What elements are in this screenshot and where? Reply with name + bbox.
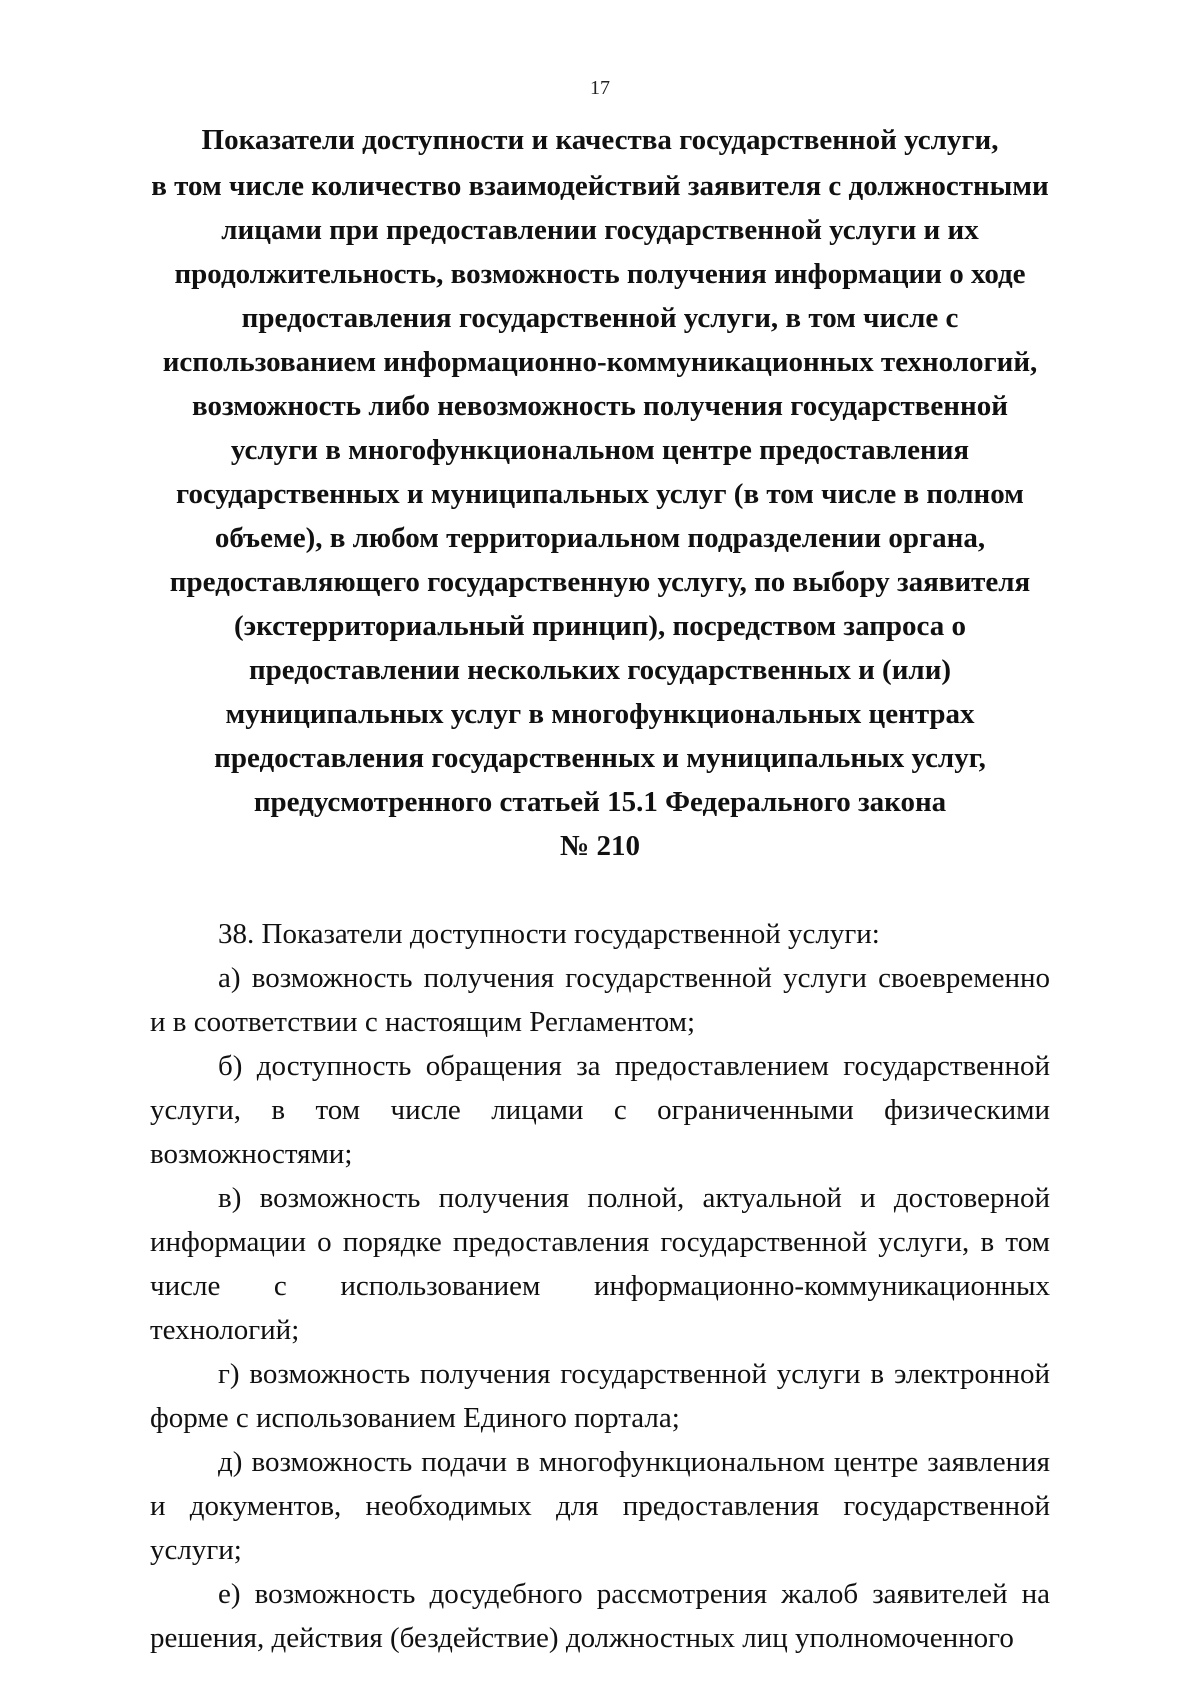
heading-line: в том числе количество взаимодействий заявителя с должностными: [151, 170, 1049, 202]
heading-line: предусмотренного статьей 15.1 Федерального закона: [253, 786, 947, 818]
paragraph-e: е) возможность досудебного рассмотрения жалоб заявителей на решения, действия (бездействие) должностных лиц уполномоченного: [150, 1578, 1050, 1654]
heading-line: возможность либо невозможность получения государственной: [192, 390, 1008, 422]
heading-line: Показатели доступности и качества государственной услуги,: [201, 124, 999, 156]
heading-line: предоставления государственных и муниципальных услуг,: [214, 742, 986, 774]
paragraph-38: 38. Показатели доступности государственной услуги:: [218, 918, 880, 950]
heading-line: муниципальных услуг в многофункциональных центрах: [225, 698, 975, 730]
heading-line: объеме), в любом территориальном подразделении органа,: [214, 522, 986, 554]
paragraph-d: д) возможность подачи в многофункциональном центре заявления и документов, необходимых для предоставления государственной услуги;: [150, 1446, 1050, 1566]
heading-line: лицами при предоставлении государственной услуги и их: [221, 214, 979, 246]
heading-line: предоставлении нескольких государственных и (или): [248, 654, 952, 686]
paragraph-v: в) возможность получения полной, актуальной и достоверной информации о порядке предоставления государственной услуги, в том числе с использованием информационно-коммуникационных технологий;: [150, 1182, 1050, 1346]
section-heading: [150, 118, 1050, 868]
paragraph-g: г) возможность получения государственной услуги в электронной форме с использованием Единого портала;: [150, 1358, 1050, 1434]
heading-line: (экстерриториальный принцип), посредством запроса о: [233, 610, 967, 642]
paragraph-a: а) возможность получения государственной услуги своевременно и в соответствии с настоящим Регламентом;: [150, 962, 1050, 1038]
body-text: [150, 912, 1050, 1660]
heading-line: продолжительность, возможность получения информации о ходе: [174, 258, 1026, 290]
heading-line: использованием информационно-коммуникационных технологий,: [162, 346, 1038, 378]
page-number: 17: [590, 77, 610, 99]
heading-line: предоставления государственной услуги, в том числе с: [241, 302, 959, 334]
paragraph-b: б) доступность обращения за предоставлением государственной услуги, в том числе лицами с ограниченными физическими возможностями;: [150, 1050, 1050, 1170]
heading-line: услуги в многофункциональном центре предоставления: [230, 434, 970, 466]
heading-line: № 210: [560, 830, 640, 862]
heading-line: предоставляющего государственную услугу, по выбору заявителя: [169, 566, 1031, 598]
heading-line: государственных и муниципальных услуг (в том числе в полном: [176, 478, 1024, 510]
